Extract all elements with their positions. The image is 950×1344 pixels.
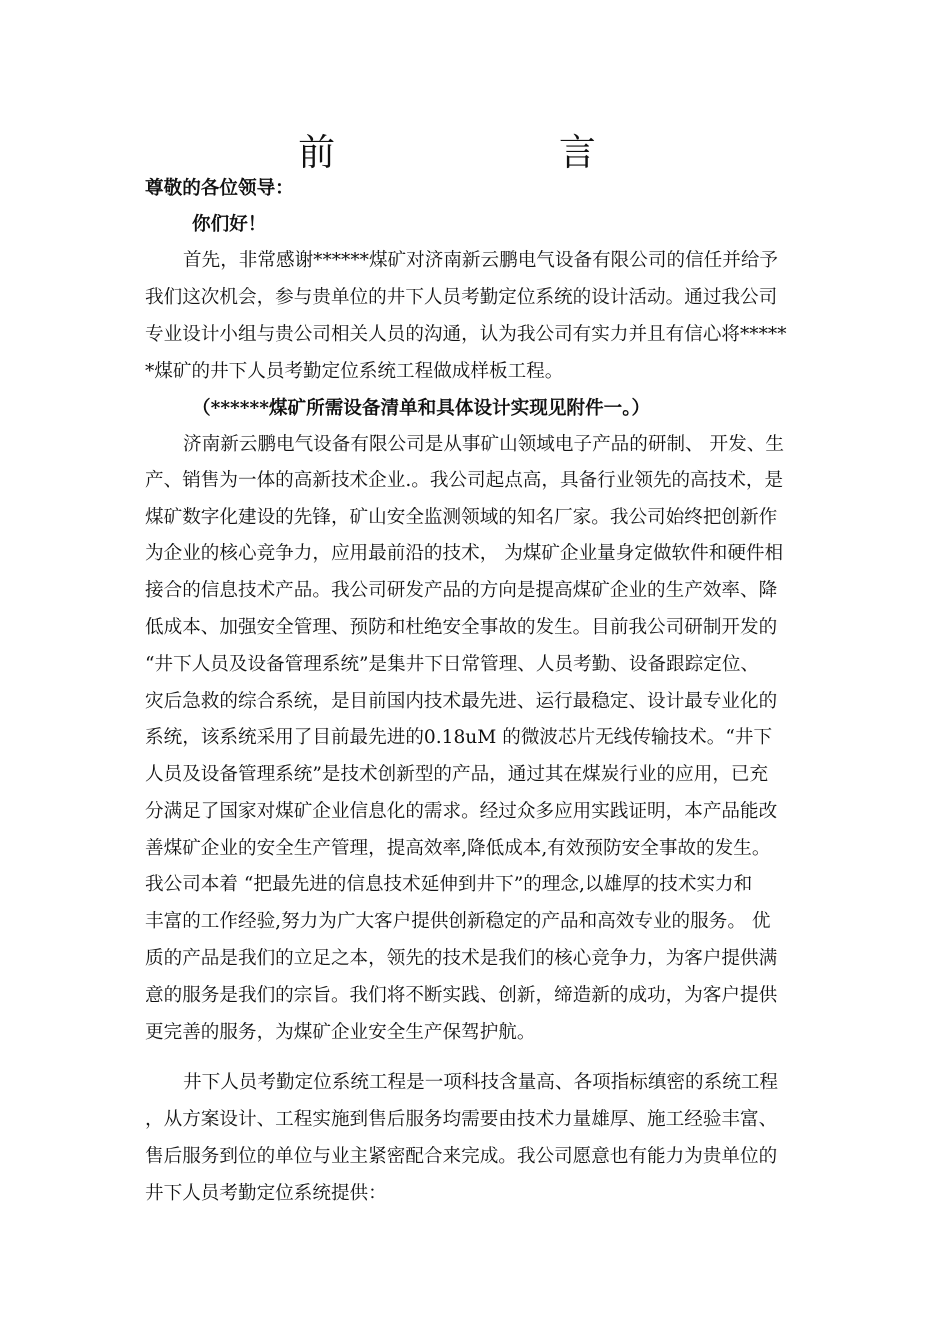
paragraph-2-line-12: 善煤矿企业的安全生产管理，提高效率,降低成本,有效预防安全事故的发生。 [145,838,771,859]
paragraph-2-line-13: 我公司本着 “把最先进的信息技术延伸到井下”的理念,以雄厚的技术实力和 [145,874,753,895]
paragraph-3-line-4: 井下人员考勤定位系统提供： [145,1183,387,1204]
paragraph-2-line-17: 更完善的服务，为煤矿企业安全生产保驾护航。 [145,1022,536,1043]
paragraph-2-line-15: 质的产品是我们的立足之本，领先的技术是我们的核心竞争力，为客户提供满 [145,948,778,969]
paragraph-2-line-9: 系统，该系统采用了目前最先进的0.18uM 的微波芯片无线传输技术。“井下 [145,727,773,748]
paragraph-1-line-1: 首先，非常感谢******煤矿对济南新云鹏电气设备有限公司的信任并给予 [183,250,779,271]
page-title: 前 言 [298,131,702,174]
paragraph-2-line-1: 济南新云鹏电气设备有限公司是从事矿山领域电子产品的研制、 开发、生 [183,434,784,455]
paragraph-1-line-2: 我们这次机会，参与贵单位的井下人员考勤定位系统的设计活动。通过我公司 [145,287,778,308]
paragraph-2-line-3: 煤矿数字化建设的先锋，矿山安全监测领域的知名厂家。我公司始终把创新作 [145,507,778,528]
attachment-note: （******煤矿所需设备清单和具体设计实现见附件一。） [192,398,651,419]
paragraph-2-line-14: 丰富的工作经验,努力为广大客户提供创新稳定的产品和高效专业的服务。 优 [145,911,771,932]
paragraph-1-line-4: *煤矿的井下人员考勤定位系统工程做成样板工程。 [145,361,564,382]
paragraph-2-line-11: 分满足了国家对煤矿企业信息化的需求。经过众多应用实践证明，本产品能改 [145,801,778,822]
paragraph-1-line-3: 专业设计小组与贵公司相关人员的沟通，认为我公司有实力并且有信心将***** [145,324,787,345]
paragraph-2-line-4: 为企业的核心竞争力，应用最前沿的技术， 为煤矿企业量身定做软件和硬件相 [145,543,784,564]
paragraph-2-line-7: “井下人员及设备管理系统”是集井下日常管理、人员考勤、设备跟踪定位、 [145,654,760,675]
paragraph-3-line-3: 售后服务到位的单位与业主紧密配合来完成。我公司愿意也有能力为贵单位的 [145,1146,778,1167]
paragraph-2-line-16: 意的服务是我们的宗旨。我们将不断实践、创新，缔造新的成功，为客户提供 [145,985,778,1006]
paragraph-2-line-10: 人员及设备管理系统”是技术创新型的产品，通过其在煤炭行业的应用，已充 [145,764,769,785]
paragraph-3-line-1: 井下人员考勤定位系统工程是一项科技含量高、各项指标缜密的系统工程 [183,1072,779,1093]
paragraph-2-line-6: 低成本、加强安全管理、预防和杜绝安全事故的发生。目前我公司研制开发的 [145,617,778,638]
paragraph-3-line-2: ，从方案设计、工程实施到售后服务均需要由技术力量雄厚、施工经验丰富、 [145,1109,778,1130]
paragraph-2-line-2: 产、销售为一体的高新技术企业.。我公司起点高，具备行业领先的高技术，是 [145,470,784,491]
greeting: 你们好！ [192,214,267,235]
paragraph-2-line-8: 灾后急救的综合系统，是目前国内技术最先进、运行最稳定、设计最专业化的 [145,691,778,712]
salutation: 尊敬的各位领导： [145,178,294,199]
paragraph-2-line-5: 接合的信息技术产品。我公司研发产品的方向是提高煤矿企业的生产效率、降 [145,580,778,601]
